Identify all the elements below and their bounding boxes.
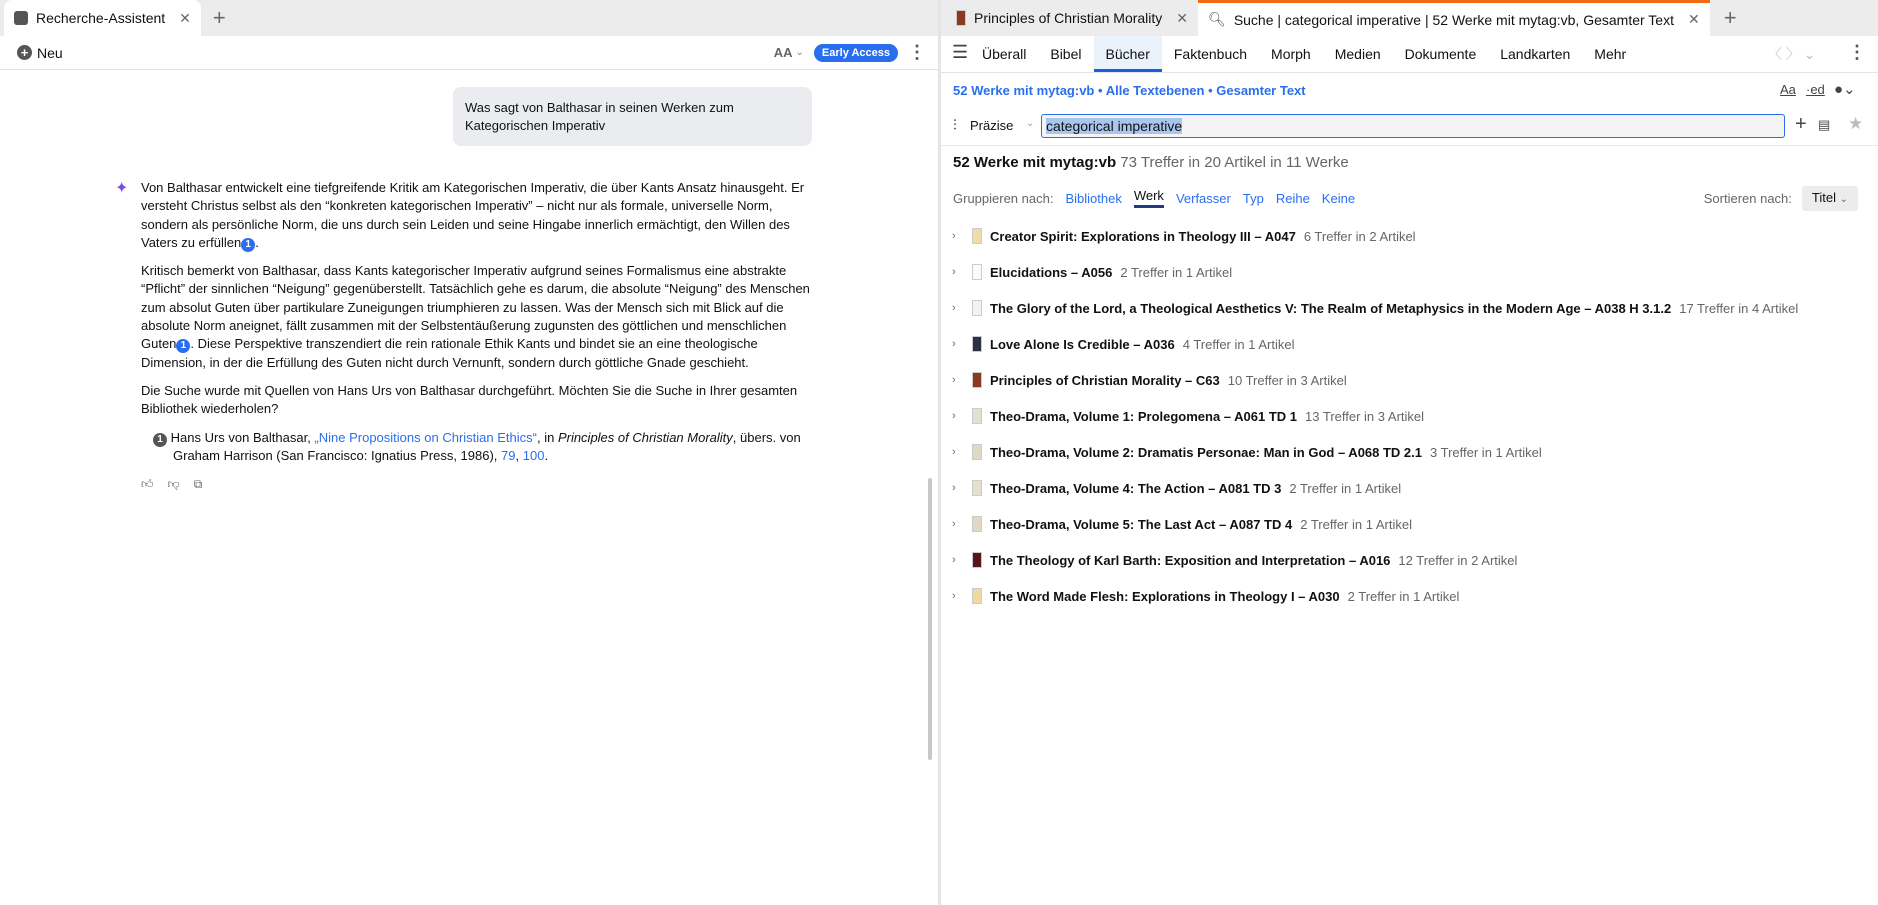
close-icon[interactable]: ✕ bbox=[1176, 9, 1189, 26]
sort-by-label: Sortieren nach: bbox=[1703, 191, 1792, 206]
nav-tab-8[interactable]: Mehr bbox=[1594, 46, 1627, 62]
result-row[interactable] bbox=[952, 290, 1798, 326]
result-row[interactable] bbox=[952, 470, 1401, 506]
group-by-label: Gruppieren nach: bbox=[953, 190, 1054, 206]
breadcrumb: 52 Werke mit mytag:vb • Alle Textebenen • Gesamter Text bbox=[953, 83, 1306, 98]
book-cover-icon bbox=[972, 516, 982, 532]
book-cover-icon bbox=[956, 10, 966, 26]
chevron-right-icon[interactable]: › bbox=[952, 518, 956, 530]
result-count: 3 Treffer in 1 Artikel bbox=[1430, 444, 1542, 460]
search-icon: 🔍︎ bbox=[1208, 11, 1226, 27]
book-cover-icon bbox=[972, 552, 982, 568]
result-count: 4 Treffer in 1 Artikel bbox=[1182, 336, 1295, 352]
breadcrumb-scope[interactable]: Gesamter Text bbox=[1216, 83, 1306, 98]
divider bbox=[941, 145, 1878, 146]
search-query: categorical imperative bbox=[1046, 118, 1183, 134]
result-row[interactable] bbox=[952, 578, 1459, 614]
result-row[interactable] bbox=[952, 398, 1424, 434]
answer-paragraph: Von Balthasar entwickelt eine tiefgreifende Kritik am Kategorischen Imperativ, die über Kants Ansatz hinausgeht. Er versteht Christus selbst als den “konkreten kategorischen Imperativ” – nicht nur als formale, universelle Norm, sondern als persönliche Norm, die uns durch sein Leiden und seine Hingabe innerlich ermächtigt, den Willen des Vaters zu erfüllen bbox=[141, 180, 805, 250]
summary-title: 52 Werke mit mytag:vb bbox=[953, 154, 1117, 171]
breadcrumb-collection[interactable]: 52 Werke mit mytag:vb bbox=[953, 83, 1095, 98]
chevron-right-icon[interactable]: › bbox=[952, 374, 956, 386]
new-tab-button[interactable]: + bbox=[1723, 5, 1737, 30]
punctuation: . bbox=[255, 234, 259, 250]
tab-title: Suche | categorical imperative | 52 Werke mit mytag:vb, Gesamter Text bbox=[1233, 11, 1674, 28]
new-label: Neu bbox=[37, 44, 63, 61]
chevron-right-icon[interactable]: › bbox=[952, 482, 956, 494]
book-cover-icon bbox=[972, 336, 982, 352]
result-count: 12 Treffer in 2 Artikel bbox=[1398, 552, 1518, 568]
search-input[interactable] bbox=[1041, 114, 1785, 138]
result-row[interactable] bbox=[952, 326, 1294, 362]
divider bbox=[941, 72, 1878, 73]
results-summary bbox=[953, 154, 1349, 171]
result-count: 6 Treffer in 2 Artikel bbox=[1303, 228, 1416, 244]
chevron-right-icon[interactable]: › bbox=[952, 338, 956, 350]
answer-paragraph: Kritisch bemerkt von Balthasar, dass Kants kategorischer Imperativ aufgrund seines Formalismus eine abstrakte “Pflicht” der sinnlichen “Neigung” gegenüberstellt. Tatsächlich gehe es darum, die absolute “Neigung” des Menschen zum absolut Guten über partikulare Zuneigungen triumphieren zu lassen. Was der Mensch sich mit Blick auf die absolute Norm aneignet, fällt zusammen mit der Selbstentäußerung zugunsten des göttlichen und menschlichen Guten bbox=[141, 263, 810, 352]
left-tab-bar bbox=[0, 0, 938, 36]
result-row[interactable] bbox=[952, 218, 1416, 254]
sort-value: Titel bbox=[1811, 190, 1836, 205]
group-option-2[interactable]: Verfasser bbox=[1175, 190, 1231, 206]
feedback-bar bbox=[141, 475, 821, 493]
ref-text: , in bbox=[536, 429, 558, 445]
nav-tab-7[interactable]: Landkarten bbox=[1500, 46, 1571, 62]
tab-search[interactable] bbox=[1198, 0, 1710, 36]
assistant-answer bbox=[141, 179, 821, 493]
user-message: Was sagt von Balthasar in seinen Werken zum Kategorischen Imperativ bbox=[453, 87, 812, 146]
sort-dropdown[interactable]: Titel ⌄ bbox=[1802, 186, 1858, 211]
chevron-right-icon[interactable]: › bbox=[952, 266, 956, 278]
ref-text: . bbox=[544, 447, 549, 463]
reference-number: 1 bbox=[153, 433, 167, 447]
nav-tab-4[interactable]: Morph bbox=[1271, 46, 1311, 62]
group-option-0[interactable]: Bibliothek bbox=[1065, 190, 1122, 206]
answer-paragraph: . Diese Perspektive transzendiert die rein rationale Ethik Kants und bindet sie an eine theologische Dimension, in der die Erfüllung des Guten nicht durch Vernunft, sondern durch göttliche Gnade geschieht. bbox=[141, 336, 758, 370]
plus-circle-icon: + bbox=[17, 45, 32, 60]
result-title[interactable]: Love Alone Is Credible – A036 bbox=[990, 336, 1175, 352]
nav-tab-0[interactable]: Überall bbox=[982, 46, 1027, 62]
chevron-right-icon[interactable]: › bbox=[952, 230, 956, 242]
citation-badge[interactable]: 1 bbox=[241, 238, 255, 252]
more-options-icon[interactable]: ⋮ bbox=[908, 42, 926, 62]
tab-title: Principles of Christian Morality bbox=[974, 10, 1163, 26]
more-options-icon[interactable]: ⋮ bbox=[1848, 42, 1866, 62]
result-title[interactable]: Elucidations – A056 bbox=[990, 264, 1113, 280]
result-title[interactable]: Theo-Drama, Volume 5: The Last Act – A087 TD 4 bbox=[990, 516, 1293, 532]
tab-recherche-assistent[interactable] bbox=[4, 0, 201, 36]
book-cover-icon bbox=[972, 264, 982, 280]
star-icon[interactable]: ★ bbox=[1848, 114, 1864, 133]
history-nav-icon[interactable]: 〈 〉 ⌄ bbox=[1768, 46, 1816, 62]
search-options-icon[interactable]: ⫶ bbox=[953, 117, 957, 134]
ref-page-link[interactable]: 100 bbox=[522, 447, 545, 463]
ref-text: , übers. von Graham Harrison (San Francisco: Ignatius Press, 1986), bbox=[173, 429, 801, 463]
citation-badge[interactable]: 1 bbox=[176, 339, 190, 353]
keyboard-icon[interactable]: ▤ bbox=[1818, 117, 1831, 132]
chevron-down-icon[interactable]: ⌄ bbox=[1026, 118, 1035, 129]
ref-text: , bbox=[515, 447, 523, 463]
tab-title: Recherche-Assistent bbox=[36, 10, 166, 26]
copy-icon[interactable]: ⧉ bbox=[193, 477, 203, 492]
result-count: 13 Treffer in 3 Artikel bbox=[1305, 408, 1425, 424]
book-cover-icon bbox=[972, 444, 982, 460]
book-cover-icon bbox=[972, 228, 982, 244]
result-row[interactable] bbox=[952, 434, 1542, 470]
result-count: 2 Treffer in 1 Artikel bbox=[1347, 588, 1460, 604]
group-option-5[interactable]: Keine bbox=[1321, 190, 1356, 206]
nav-tab-1[interactable]: Bibel bbox=[1050, 46, 1082, 62]
result-title[interactable]: Theo-Drama, Volume 4: The Action – A081 TD 3 bbox=[990, 480, 1282, 496]
assistant-icon bbox=[14, 11, 28, 25]
thumbs-up-icon[interactable]: 👍︎ bbox=[141, 477, 154, 492]
result-title[interactable]: Principles of Christian Morality – C63 bbox=[990, 372, 1220, 388]
result-title[interactable]: The Word Made Flesh: Explorations in Theology I – A030 bbox=[990, 588, 1340, 604]
close-icon[interactable]: ✕ bbox=[179, 9, 191, 26]
chevron-right-icon[interactable]: › bbox=[952, 554, 956, 566]
ref-book: Principles of Christian Morality bbox=[557, 429, 733, 445]
group-by-bar bbox=[953, 188, 1355, 208]
result-row[interactable] bbox=[952, 506, 1412, 542]
result-title[interactable]: Theo-Drama, Volume 2: Dramatis Personae: Man in God – A068 TD 2.1 bbox=[990, 444, 1423, 460]
sort-bar bbox=[1704, 186, 1858, 211]
book-cover-icon bbox=[972, 588, 982, 604]
nav-tab-2[interactable]: Bücher bbox=[1094, 36, 1162, 72]
book-cover-icon bbox=[972, 372, 982, 388]
answer-paragraph: Die Suche wurde mit Quellen von Hans Urs von Balthasar durchgeführt. Möchten Sie die Suche in Ihrer gesamten Bibliothek wiederholen? bbox=[141, 382, 798, 417]
breadcrumb-text-levels[interactable]: Alle Textebenen bbox=[1105, 83, 1205, 98]
stemming-toggle[interactable]: ·ed bbox=[1806, 82, 1825, 97]
result-count: 2 Treffer in 1 Artikel bbox=[1120, 264, 1233, 280]
result-row[interactable] bbox=[952, 542, 1517, 578]
reference-item bbox=[153, 429, 821, 466]
book-cover-icon bbox=[972, 408, 982, 424]
close-icon[interactable]: ✕ bbox=[1687, 11, 1700, 27]
ref-page-link[interactable]: 79 bbox=[501, 447, 516, 463]
summary-counts: 73 Treffer in 20 Artikel in 11 Werke bbox=[1120, 154, 1349, 171]
add-icon[interactable]: + bbox=[1795, 113, 1807, 135]
search-nav-bar bbox=[970, 36, 1638, 72]
group-option-3[interactable]: Typ bbox=[1242, 190, 1264, 206]
result-count: 17 Treffer in 4 Artikel bbox=[1679, 300, 1799, 316]
result-count: 10 Treffer in 3 Artikel bbox=[1227, 372, 1347, 388]
group-option-4[interactable]: Reihe bbox=[1275, 190, 1310, 206]
search-mode-dropdown[interactable]: Präzise bbox=[970, 118, 1014, 133]
result-title[interactable]: Theo-Drama, Volume 1: Prolegomena – A061 TD 1 bbox=[990, 408, 1298, 424]
ref-author: Hans Urs von Balthasar, bbox=[170, 429, 315, 445]
ref-article-link[interactable]: „Nine Propositions on Christian Ethics“ bbox=[314, 429, 537, 445]
panel-divider[interactable] bbox=[938, 0, 941, 905]
result-row[interactable] bbox=[952, 254, 1232, 290]
scrollbar[interactable] bbox=[928, 478, 932, 760]
book-cover-icon bbox=[972, 480, 982, 496]
new-tab-button[interactable]: + bbox=[212, 5, 226, 30]
chevron-right-icon[interactable]: › bbox=[952, 410, 956, 422]
result-count: 2 Treffer in 1 Artikel bbox=[1289, 480, 1402, 496]
chevron-right-icon[interactable]: › bbox=[952, 446, 956, 458]
nav-tab-3[interactable]: Faktenbuch bbox=[1173, 46, 1248, 62]
early-access-badge[interactable]: Early Access bbox=[814, 44, 898, 62]
menu-icon[interactable]: ☰ bbox=[952, 42, 969, 62]
book-cover-icon bbox=[972, 300, 982, 316]
chevron-right-icon[interactable]: › bbox=[952, 302, 956, 314]
new-chat-button[interactable] bbox=[17, 45, 63, 61]
result-count: 2 Treffer in 1 Artikel bbox=[1300, 516, 1412, 532]
timer-icon[interactable]: ●⌄ bbox=[1834, 81, 1856, 98]
assistant-toolbar bbox=[0, 36, 938, 70]
group-option-1[interactable]: Werk bbox=[1134, 188, 1164, 208]
case-sensitive-toggle[interactable]: Aa bbox=[1780, 82, 1796, 97]
result-title[interactable]: Creator Spirit: Explorations in Theology III – A047 bbox=[990, 228, 1296, 244]
thumbs-down-icon[interactable]: 👎︎ bbox=[167, 477, 180, 492]
right-tab-bar bbox=[941, 0, 1878, 36]
result-title[interactable]: The Glory of the Lord, a Theological Aesthetics V: The Realm of Metaphysics in the Modern Age – A038 H 3.1.2 bbox=[990, 300, 1672, 316]
nav-tab-6[interactable]: Dokumente bbox=[1404, 46, 1477, 62]
result-title[interactable]: The Theology of Karl Barth: Exposition and Interpretation – A016 bbox=[990, 552, 1391, 568]
result-row[interactable] bbox=[952, 362, 1347, 398]
chevron-down-icon[interactable]: ⌄ bbox=[795, 47, 804, 58]
tab-book[interactable] bbox=[946, 0, 1198, 36]
nav-tab-5[interactable]: Medien bbox=[1334, 46, 1381, 62]
font-size-icon[interactable]: AA bbox=[773, 45, 793, 60]
chevron-right-icon[interactable]: › bbox=[952, 590, 956, 602]
ai-sparkle-icon: ✦ bbox=[115, 180, 129, 197]
